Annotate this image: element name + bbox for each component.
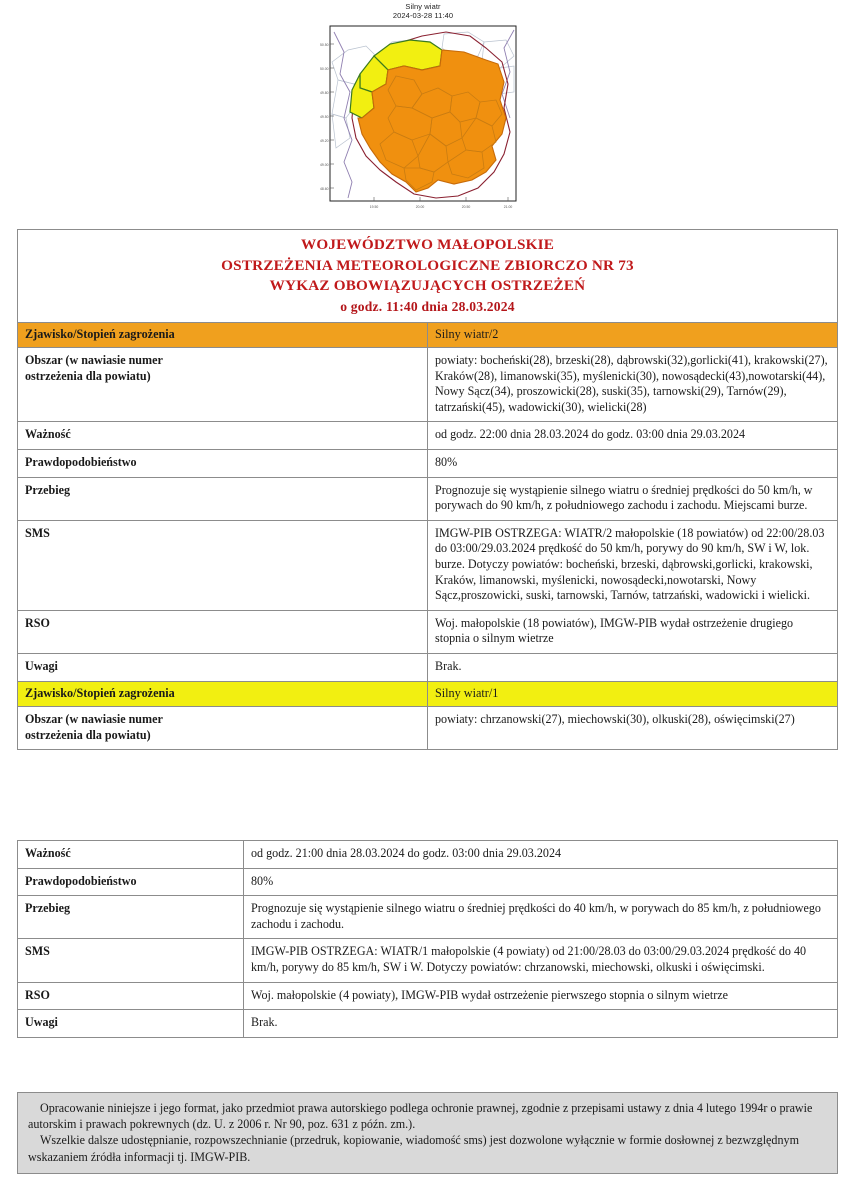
svg-text:49.50: 49.50 bbox=[320, 115, 329, 119]
warning-2-area-row bbox=[18, 707, 838, 750]
label-area bbox=[18, 348, 428, 422]
svg-text:20.00: 20.00 bbox=[415, 205, 425, 209]
label-probability-2: Prawdopodobieństwo bbox=[18, 868, 244, 896]
warning-2-phenomenon-row bbox=[18, 681, 838, 707]
warning-1-area-value: powiaty: bocheński(28), brzeski(28), dąbrowski(32),gorlicki(41), krakowski(27), Kraków(28), limanowski(35), myślenicki(30), nowosądecki(43),nowotarski(44), Nowy Sącz(34), proszowicki(28), suski(35), tarnowski(29), Tarnów(29), tatrzański(45), wadowicki(30), wielicki(28) bbox=[428, 348, 838, 422]
warning-2-validity-value: od godz. 21:00 dnia 28.03.2024 do godz. 03:00 dnia 29.03.2024 bbox=[244, 841, 838, 869]
warning-2-phenomenon-value: Silny wiatr/1 bbox=[428, 681, 838, 707]
copyright-footer bbox=[17, 1092, 838, 1174]
label-area-line1: Obszar (w nawiasie numer bbox=[25, 353, 163, 368]
warnings-table-part-1 bbox=[17, 229, 838, 750]
map-title-phenomenon: Silny wiatr bbox=[405, 2, 441, 11]
title-line-list: WYKAZ OBOWIĄZUJĄCYCH OSTRZEŻEŃ bbox=[269, 277, 586, 294]
label-sms-2: SMS bbox=[18, 939, 244, 982]
warning-2-remarks-row bbox=[18, 1010, 838, 1038]
label-remarks: Uwagi bbox=[18, 654, 428, 682]
svg-text:50.00: 50.00 bbox=[320, 67, 329, 71]
warnings-table-part-2 bbox=[17, 840, 838, 1038]
svg-text:50.50: 50.50 bbox=[320, 43, 329, 47]
document-title-cell bbox=[18, 230, 838, 323]
svg-text:19.50: 19.50 bbox=[369, 205, 379, 209]
svg-text:21.00: 21.00 bbox=[503, 205, 513, 209]
title-line-warning-number: OSTRZEŻENIA METEOROLOGICZNE ZBIORCZO NR 73 bbox=[221, 256, 634, 274]
svg-text:49.00: 49.00 bbox=[320, 163, 329, 167]
label-area-2 bbox=[18, 707, 428, 750]
warning-1-validity-value: od godz. 22:00 dnia 28.03.2024 do godz. 03:00 dnia 29.03.2024 bbox=[428, 422, 838, 450]
label-remarks-2: Uwagi bbox=[18, 1010, 244, 1038]
warning-2-probability-row bbox=[18, 868, 838, 896]
label-probability: Prawdopodobieństwo bbox=[18, 450, 428, 478]
map-title bbox=[393, 2, 453, 20]
svg-text:49.20: 49.20 bbox=[320, 139, 329, 143]
warning-2-sms-row bbox=[18, 939, 838, 982]
svg-text:48.60: 48.60 bbox=[320, 187, 329, 191]
map-title-datetime: 2024-03-28 11:40 bbox=[392, 11, 454, 20]
label-course-2: Przebieg bbox=[18, 896, 244, 939]
warning-2-course-row bbox=[18, 896, 838, 939]
label-rso: RSO bbox=[18, 610, 428, 653]
warning-1-sms-value: IMGW-PIB OSTRZEGA: WIATR/2 małopolskie (18 powiatów) od 22:00/28.03 do 03:00/29.03.2024 prędkość do 50 km/h, porywy do 90 km/h, SW i W, lok. burze. Dotyczy powiatów: bocheński, brzeski, dąbrowski,gorlicki, krakowski, Kraków, limanowski, myślenicki, nowosądecki,nowotarski, Nowy Sącz,proszowicki, suski, tarnowski, Tarnów, tatrzański, wadowicki i wielicki. bbox=[428, 520, 838, 610]
label-sms: SMS bbox=[18, 520, 428, 610]
label-course: Przebieg bbox=[18, 477, 428, 520]
warning-1-probability-value: 80% bbox=[428, 450, 838, 478]
warning-1-course-value: Prognozuje się wystąpienie silnego wiatru o średniej prędkości do 50 km/h, w porywach do 90 km/h, z południowego zachodu i zachodu. Miejscami burze. bbox=[428, 477, 838, 520]
warning-1-sms-row bbox=[18, 520, 838, 610]
svg-text:20.50: 20.50 bbox=[461, 205, 471, 209]
label-validity-2: Ważność bbox=[18, 841, 244, 869]
label-area-2-line1: Obszar (w nawiasie numer bbox=[25, 712, 163, 727]
warning-2-sms-value: IMGW-PIB OSTRZEGA: WIATR/1 małopolskie (4 powiaty) od 21:00/28.03 do 03:00/29.03.2024 prędkość do 40 km/h, porywy do 85 km/h, SW i W. Dotyczy powiatów: chrzanowski, miechowski, olkuski i oświęcimski. bbox=[244, 939, 838, 982]
copyright-paragraph-2: Wszelkie dalsze udostępnianie, rozpowszechnianie (przedruk, kopiowanie, wiadomość sms) jest dozwolone wyłącznie w formie dosłownej z bezwzględnym wskazaniem źródła informacji tj. IMGW-PIB. bbox=[28, 1133, 799, 1164]
label-phenomenon: Zjawisko/Stopień zagrożenia bbox=[18, 322, 428, 348]
warning-1-remarks-value: Brak. bbox=[428, 654, 838, 682]
warning-map-block bbox=[0, 0, 846, 218]
svg-text:49.80: 49.80 bbox=[320, 91, 329, 95]
warning-2-rso-row bbox=[18, 982, 838, 1010]
warning-1-rso-value: Woj. małopolskie (18 powiatów), IMGW-PIB wydał ostrzeżenie drugiego stopnia o silnym wietrze bbox=[428, 610, 838, 653]
warning-2-rso-value: Woj. małopolskie (4 powiaty), IMGW-PIB wydał ostrzeżenie pierwszego stopnia o silnym wietrze bbox=[244, 982, 838, 1010]
warning-1-area-row bbox=[18, 348, 838, 422]
warning-1-validity-row bbox=[18, 422, 838, 450]
label-area-2-line2: ostrzeżenia dla powiatu) bbox=[25, 727, 151, 742]
title-line-timestamp: o godz. 11:40 dnia 28.03.2024 bbox=[340, 298, 515, 314]
warning-2-area-value: powiaty: chrzanowski(27), miechowski(30), olkuski(28), oświęcimski(27) bbox=[428, 707, 838, 750]
label-phenomenon-2: Zjawisko/Stopień zagrożenia bbox=[18, 681, 428, 707]
warning-1-phenomenon-row bbox=[18, 322, 838, 348]
warning-1-phenomenon-value: Silny wiatr/2 bbox=[428, 322, 838, 348]
warning-1-remarks-row bbox=[18, 654, 838, 682]
warning-2-remarks-value: Brak. bbox=[244, 1010, 838, 1038]
label-rso-2: RSO bbox=[18, 982, 244, 1010]
title-line-voivodeship: WOJEWÓDZTWO MAŁOPOLSKIE bbox=[300, 236, 555, 253]
warning-1-course-row bbox=[18, 477, 838, 520]
warning-1-probability-row bbox=[18, 450, 838, 478]
warning-2-validity-row bbox=[18, 841, 838, 869]
warning-1-rso-row bbox=[18, 610, 838, 653]
warning-2-probability-value: 80% bbox=[244, 868, 838, 896]
label-validity: Ważność bbox=[18, 422, 428, 450]
map-svg bbox=[318, 22, 528, 218]
document-title-row bbox=[18, 230, 838, 323]
label-area-line2: ostrzeżenia dla powiatu) bbox=[25, 368, 151, 383]
map-figure bbox=[318, 22, 528, 218]
warning-2-course-value: Prognozuje się wystąpienie silnego wiatru o średniej prędkości do 40 km/h, w porywach do 85 km/h, z południowego zachodu i zachodu. bbox=[244, 896, 838, 939]
copyright-paragraph-1: Opracowanie niniejsze i jego format, jako przedmiot prawa autorskiego podlega ochronie prawnej, zgodnie z przepisami ustawy z dnia 4 lutego 1994r o prawie autorskim i prawach pokrewnych (dz. U. z 2006 r. Nr 90, poz. 631 z późn. zm.). bbox=[28, 1101, 813, 1132]
